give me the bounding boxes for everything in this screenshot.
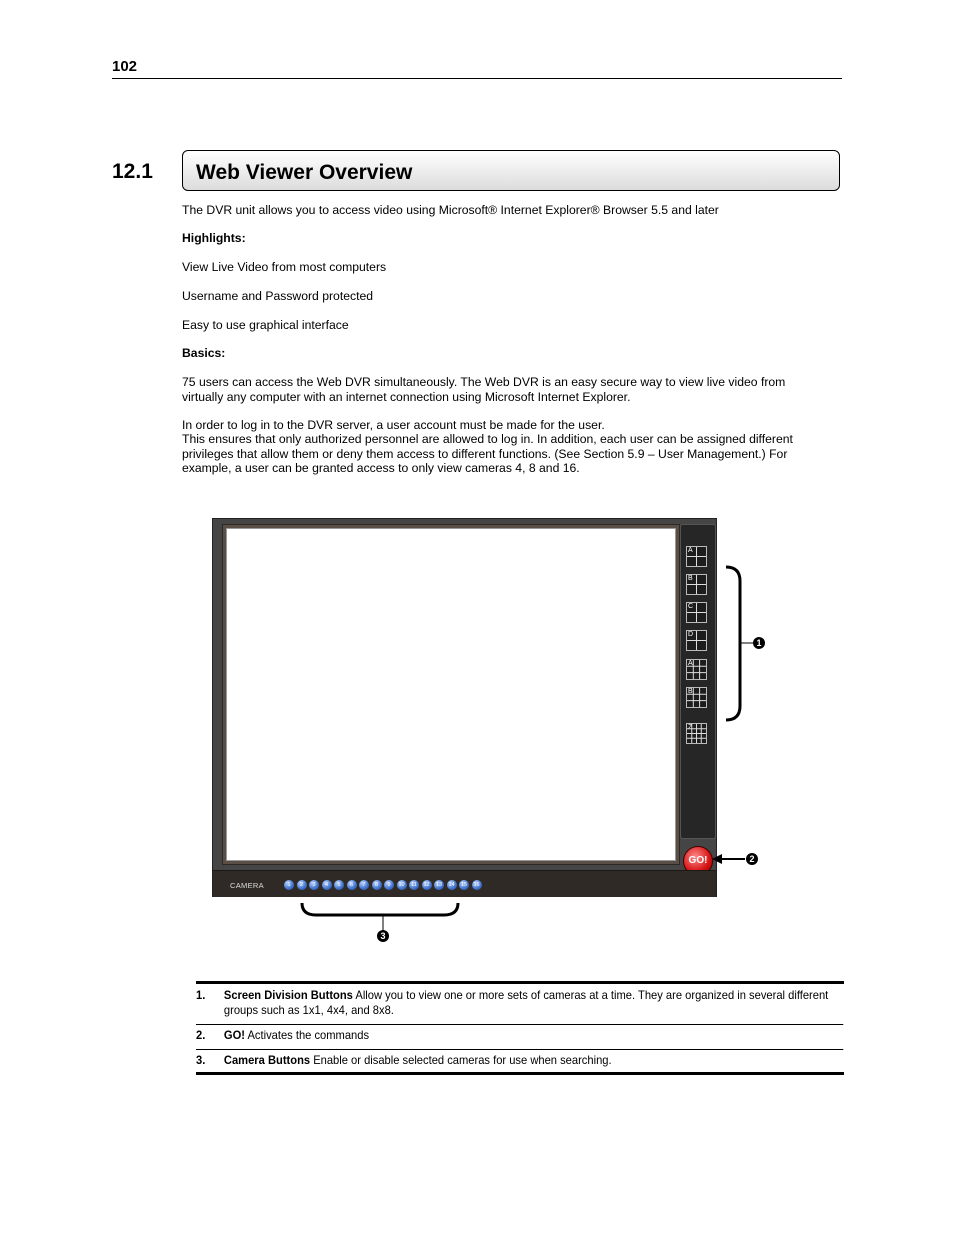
- division-letter: Z: [688, 724, 693, 731]
- camera-button[interactable]: 16: [473, 882, 480, 888]
- callout-2: 2: [746, 853, 758, 865]
- basics-paragraph-1: 75 users can access the Web DVR simultaneously. The Web DVR is an easy secure way to view live video from virtually any computer with an internet connection using Microsoft Internet Explorer.: [182, 375, 786, 404]
- basics-paragraph-2-line-1: In order to log in to the DVR server, a user account must be made for the user.: [182, 418, 605, 432]
- row-term: Camera Buttons: [223, 1053, 311, 1067]
- intro-text: The DVR unit allows you to access video using Microsoft® Internet Explorer® Browser 5.5 and later: [182, 203, 719, 217]
- division-letter: B: [688, 575, 693, 582]
- division-letter: D: [688, 631, 694, 638]
- row-number: 2.: [196, 1028, 206, 1042]
- camera-button[interactable]: 2: [297, 880, 307, 890]
- section-title: Web Viewer Overview: [196, 161, 413, 184]
- basics-heading: Basics:: [182, 346, 226, 360]
- camera-button[interactable]: 10: [398, 882, 405, 888]
- callout-3: 3: [377, 930, 389, 942]
- table-row: [196, 1050, 843, 1072]
- camera-button[interactable]: 14: [448, 882, 455, 888]
- bracket-screen-division: [726, 567, 740, 720]
- division-letter: C: [688, 603, 694, 610]
- row-term: Screen Division Buttons: [223, 988, 353, 1002]
- camera-button[interactable]: 11: [409, 880, 419, 890]
- camera-button[interactable]: 15: [460, 882, 468, 888]
- highlight-item: Easy to use graphical interface: [182, 318, 349, 332]
- page-number: 102: [112, 58, 138, 75]
- camera-label: CAMERA: [230, 881, 264, 890]
- highlights-heading: Highlights:: [182, 231, 246, 245]
- row-description: Allow you to view one or more sets of cameras at a time. They are organized in several different groups such as 1x1, 4x4, and 8x8.: [223, 988, 829, 1017]
- camera-button[interactable]: 4: [322, 880, 332, 890]
- camera-button[interactable]: 3: [309, 880, 319, 890]
- camera-button[interactable]: 12: [423, 882, 430, 888]
- go-button[interactable]: GO!: [683, 846, 713, 876]
- row-description: Activates the commands: [244, 1028, 370, 1042]
- row-description: Enable or disable selected cameras for use when searching.: [310, 1053, 612, 1067]
- camera-button[interactable]: 7: [359, 880, 369, 890]
- basics-paragraph-2: This ensures that only authorized personnel are allowed to log in. In addition, each user can be assigned different privileges that allow them or deny them access to different functions. (See Section 5.9 – User Management.) For example, a user can be granted access to only view cameras 4, 8 and 16.: [182, 432, 793, 476]
- camera-button[interactable]: 6: [347, 880, 357, 890]
- camera-button[interactable]: 9: [384, 880, 394, 890]
- highlight-item: View Live Video from most computers: [182, 260, 387, 274]
- callout-1: 1: [753, 637, 765, 649]
- table-row: [196, 984, 843, 1025]
- row-number: 3.: [196, 1053, 206, 1067]
- highlight-item: Username and Password protected: [182, 289, 374, 303]
- camera-button[interactable]: 8: [372, 880, 382, 890]
- division-letter: A: [688, 547, 693, 554]
- camera-button[interactable]: 5: [334, 880, 344, 890]
- row-term: GO!: [223, 1028, 245, 1042]
- legend-table: [196, 981, 844, 1075]
- table-row: [196, 1025, 843, 1050]
- callout-arrowhead-2: [712, 854, 722, 864]
- camera-button[interactable]: 13: [435, 882, 443, 888]
- bracket-camera-buttons: [302, 903, 458, 915]
- division-letter: B: [688, 688, 693, 695]
- division-letter: A: [688, 660, 693, 667]
- section-number: 12.1: [112, 160, 153, 183]
- row-number: 1.: [196, 988, 206, 1002]
- camera-button[interactable]: 1: [284, 880, 294, 890]
